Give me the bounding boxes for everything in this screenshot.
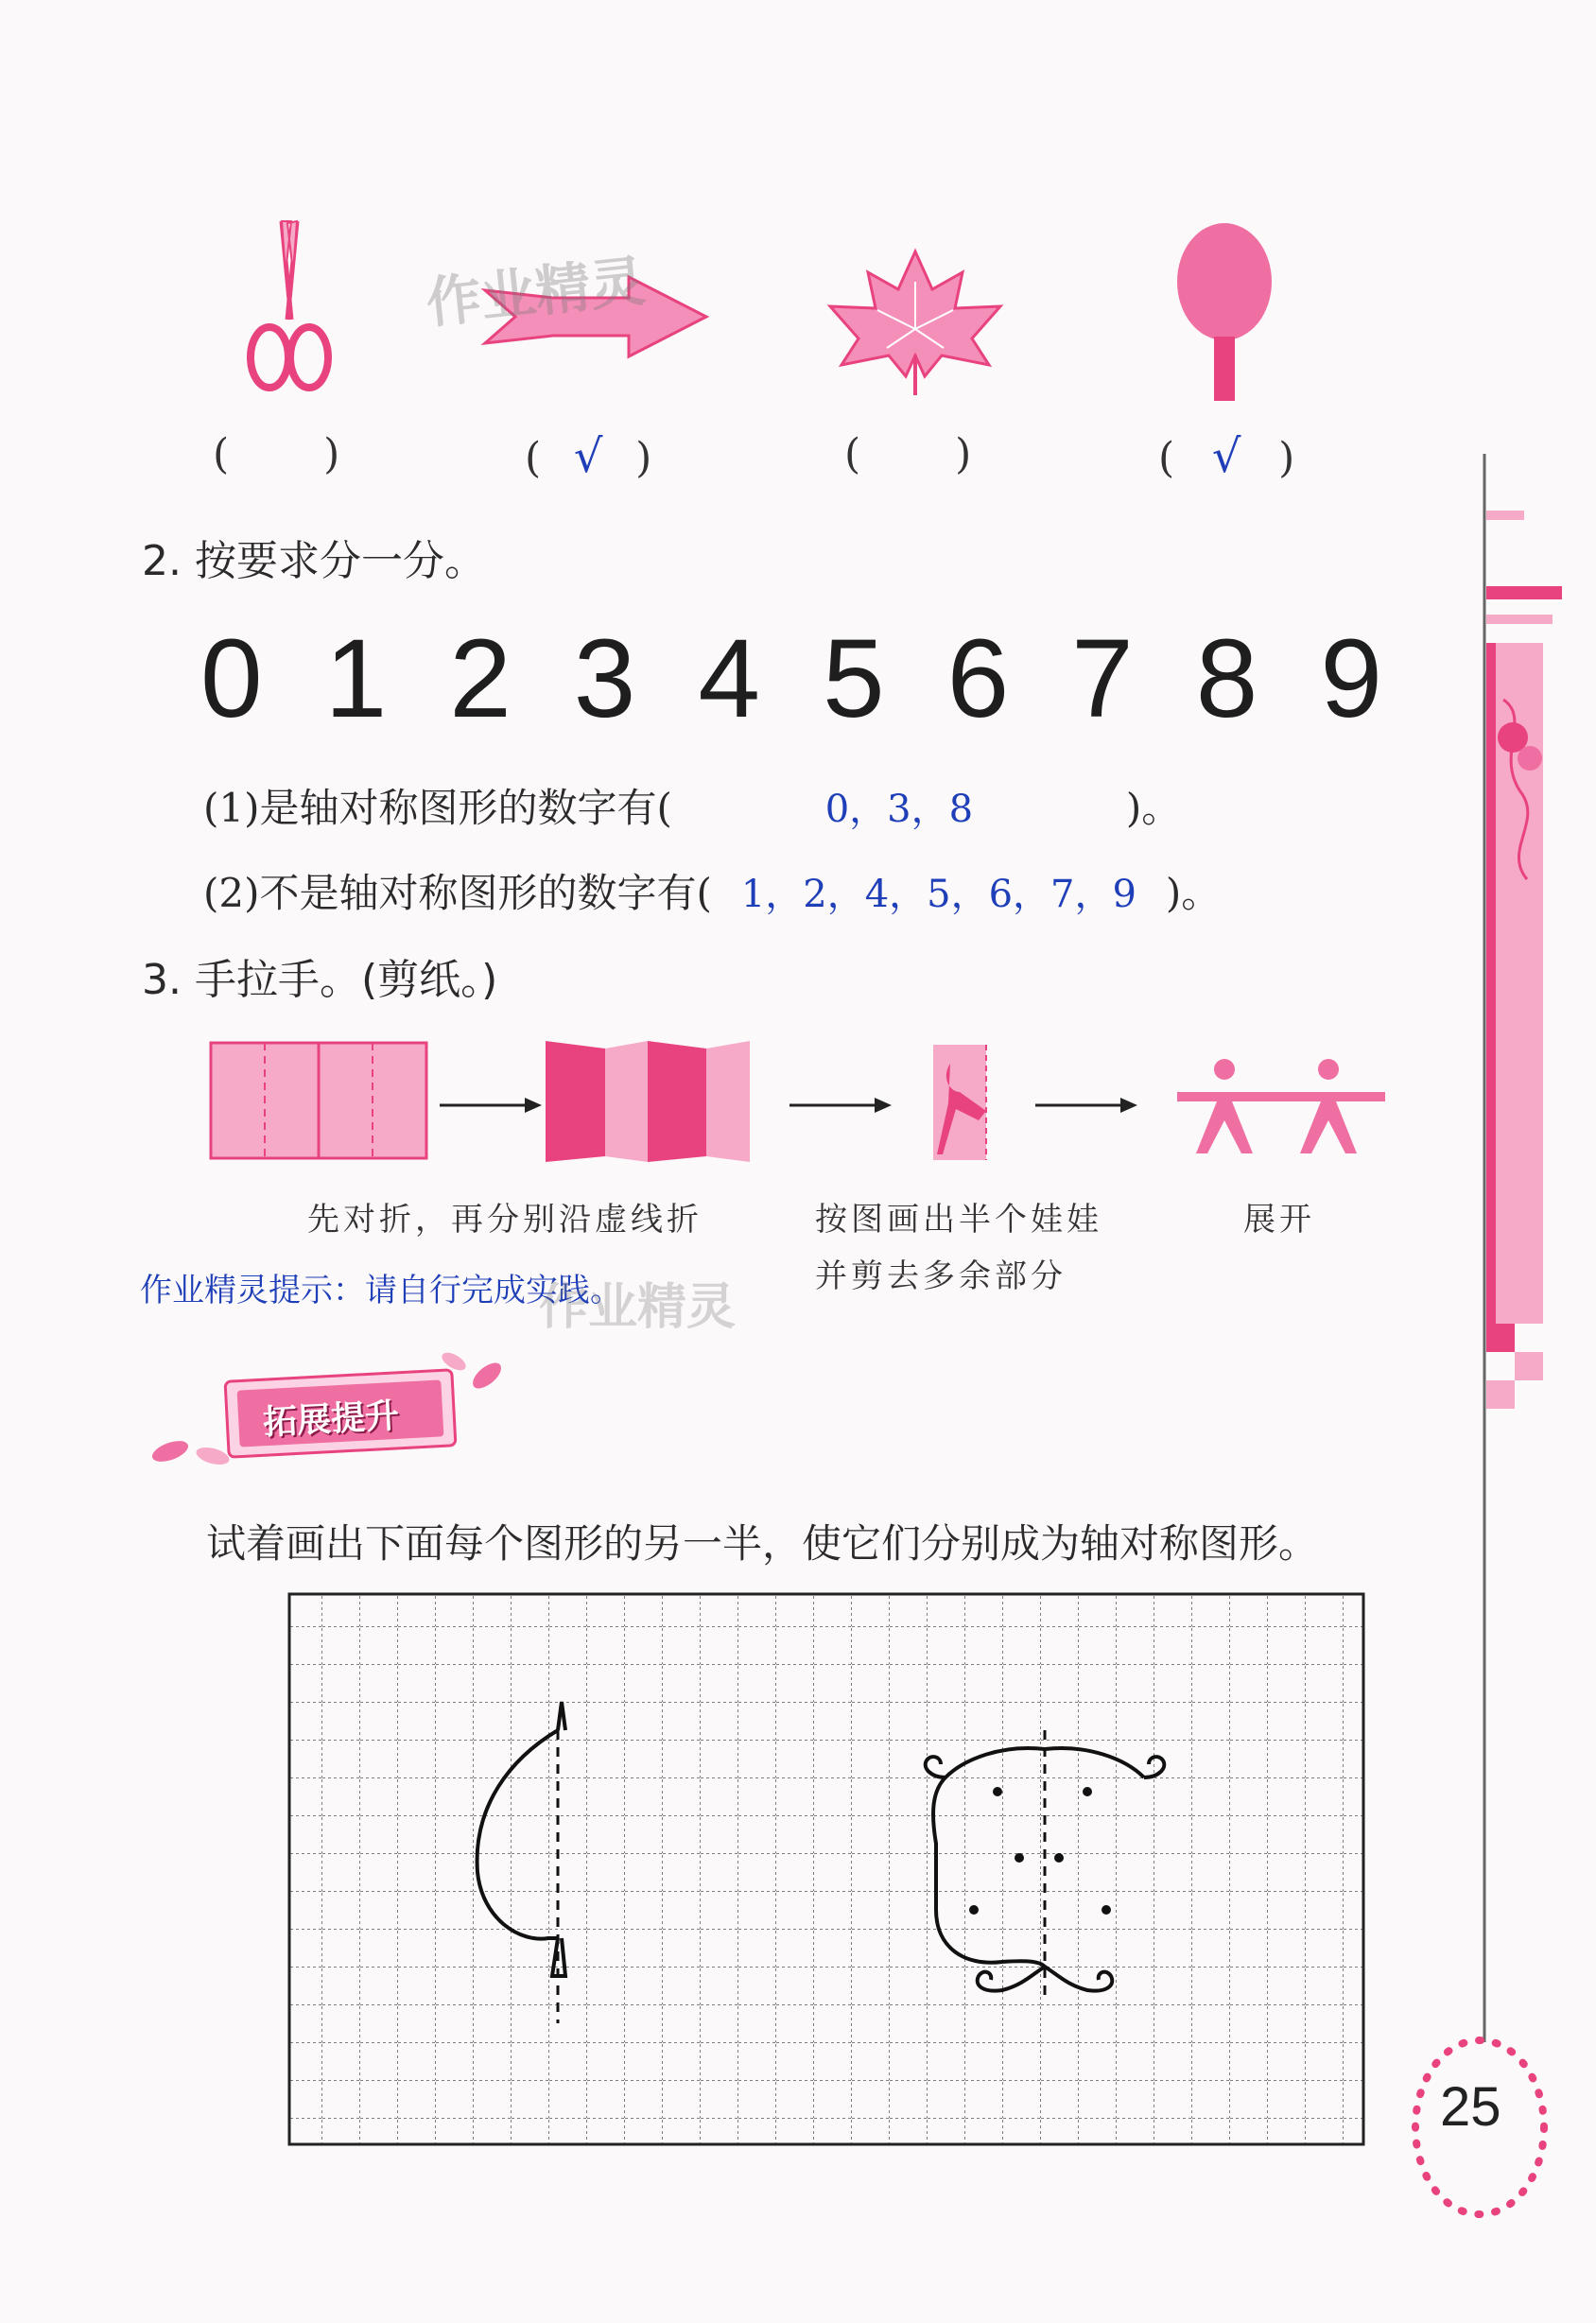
step-2-caption-line-1: 按图画出半个娃娃 xyxy=(815,1201,1102,1239)
extension-badge: 拓展提升 xyxy=(262,1396,401,1443)
answer-check-4: √ xyxy=(1211,430,1241,483)
answer-paren-3: ( ) xyxy=(844,430,972,478)
digit-7: 7 xyxy=(1071,616,1134,741)
page-number: 25 xyxy=(1440,2076,1501,2138)
step-2-caption-line-2: 并剪去多余部分 xyxy=(815,1257,1067,1295)
sub-question-2-answer: 1，2，4，5，6，7，9 xyxy=(740,873,1136,916)
watermark-2: 作业精灵 xyxy=(539,1279,737,1336)
answer-paren-4: ( √ ) xyxy=(1158,430,1295,483)
answer-paren-2: ( √ ) xyxy=(525,430,652,483)
question-2-title: 2. 按要求分一分。 xyxy=(142,537,486,585)
digit-4: 4 xyxy=(698,616,761,741)
question-3-title: 3. 手拉手。(剪纸。) xyxy=(142,956,498,1004)
sub-question-2 xyxy=(203,862,1221,919)
hint-text: 作业精灵提示：请自行完成实践。 xyxy=(140,1272,622,1309)
paper-folding-diagram xyxy=(203,1035,1404,1168)
digit-3: 3 xyxy=(573,616,636,741)
digit-row xyxy=(200,615,1382,743)
answer-check-2: √ xyxy=(573,430,603,483)
watermark: 作业精灵 xyxy=(423,249,649,336)
scissors-icon xyxy=(236,216,340,405)
sub-question-1-end: )。 xyxy=(1125,785,1182,831)
sub-question-1-label: (1)是轴对称图形的数字有( xyxy=(203,785,672,831)
digit-2: 2 xyxy=(449,616,512,741)
sub-question-2-label: (2)不是轴对称图形的数字有( xyxy=(203,870,712,916)
digit-0: 0 xyxy=(200,616,263,741)
sub-question-1 xyxy=(203,777,1181,834)
maple-leaf-icon xyxy=(821,244,1010,405)
digit-1: 1 xyxy=(324,616,388,741)
step-3-caption: 展开 xyxy=(1243,1201,1315,1239)
side-decoration xyxy=(1475,454,1596,2156)
extension-instruction: 试着画出下面每个图形的另一半，使它们分别成为轴对称图形。 xyxy=(206,1520,1319,1567)
drawing-grid xyxy=(284,1588,1371,2151)
digit-6: 6 xyxy=(946,616,1010,741)
digit-8: 8 xyxy=(1195,616,1258,741)
answer-paren-1: ( ) xyxy=(213,430,340,478)
digit-5: 5 xyxy=(822,616,885,741)
step-1-caption: 先对折，再分别沿虚线折 xyxy=(307,1201,703,1239)
digit-9: 9 xyxy=(1320,616,1382,741)
ping-pong-paddle-icon xyxy=(1172,216,1276,405)
sub-question-1-answer: 0，3，8 xyxy=(824,788,974,831)
sub-question-2-end: )。 xyxy=(1165,870,1222,916)
